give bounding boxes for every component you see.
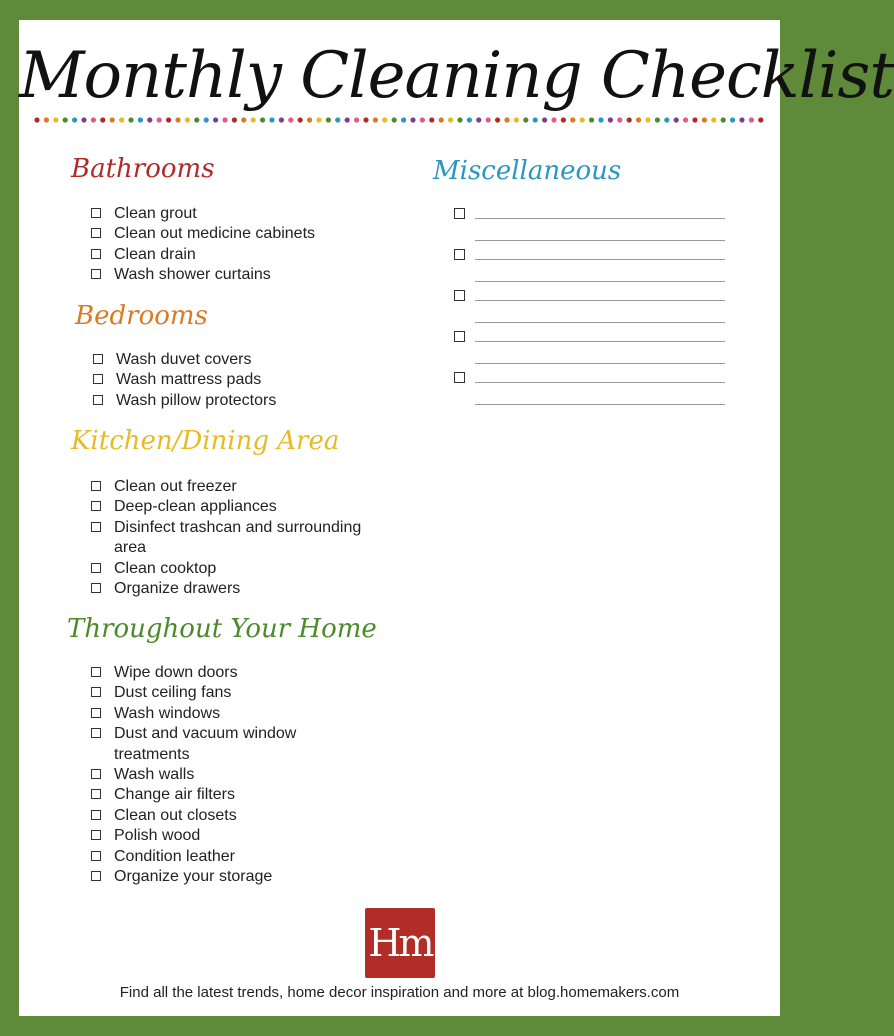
divider-dot (157, 117, 162, 122)
checkbox[interactable] (91, 769, 101, 779)
divider-dot (307, 117, 312, 122)
divider-dot (598, 117, 603, 122)
misc-entry (454, 331, 754, 371)
checkbox[interactable] (91, 583, 101, 593)
divider-dot (298, 117, 303, 122)
page-title: Monthly Cleaning Checklist (19, 39, 894, 113)
checkbox[interactable] (91, 871, 101, 881)
checklist-item (93, 391, 393, 411)
checkbox[interactable] (93, 395, 103, 405)
checkbox[interactable] (91, 501, 101, 511)
section-heading-throughout: Throughout Your Home (67, 614, 377, 644)
divider-dot (542, 117, 547, 122)
divider-dot (439, 117, 444, 122)
divider-dot (354, 117, 359, 122)
checklist-item (91, 704, 341, 724)
checkbox[interactable] (454, 372, 465, 383)
section-heading-kitchen: Kitchen/Dining Area (71, 426, 340, 456)
checklist-item (91, 785, 341, 805)
divider-dot (486, 117, 491, 122)
footer-text: Find all the latest trends, home decor inspiration and more at blog.homemakers.com (119, 984, 680, 1001)
item-label: Condition leather (114, 847, 235, 865)
checklist-item (91, 663, 341, 683)
divider-dot (100, 117, 105, 122)
divider-dot (147, 117, 152, 122)
divider-dot (476, 117, 481, 122)
divider-dot (91, 117, 96, 122)
checkbox[interactable] (91, 687, 101, 697)
divider-dot (34, 117, 39, 122)
item-label: Wash shower curtains (114, 266, 271, 284)
divider-dot (457, 117, 462, 122)
write-in-line[interactable] (475, 259, 725, 260)
misc-entry (454, 290, 754, 330)
divider-dot (495, 117, 500, 122)
divider-dot (166, 117, 171, 122)
divider-dot (514, 117, 519, 122)
divider-dot (269, 117, 274, 122)
checklist-item (91, 204, 391, 224)
item-label: Dust ceiling fans (114, 684, 232, 702)
item-label: Clean out closets (114, 806, 237, 824)
divider-dot (392, 117, 397, 122)
item-label: Wash duvet covers (116, 351, 252, 368)
divider-dot (730, 117, 735, 122)
section-heading-bedrooms: Bedrooms (75, 301, 208, 331)
write-in-line[interactable] (475, 382, 725, 383)
divider-dot (72, 117, 77, 122)
divider-dot (204, 117, 209, 122)
divider-dot (627, 117, 632, 122)
divider-dot (504, 117, 509, 122)
divider-dot (251, 117, 256, 122)
divider-dot (241, 117, 246, 122)
item-label: Change air filters (114, 786, 235, 804)
divider-dot (420, 117, 425, 122)
write-in-line[interactable] (475, 218, 725, 219)
checkbox[interactable] (454, 331, 465, 342)
checkbox[interactable] (93, 354, 103, 364)
checkbox[interactable] (91, 830, 101, 840)
divider-dot (326, 117, 331, 122)
divider-dot (373, 117, 378, 122)
checklist-item (91, 477, 381, 497)
divider-dot (655, 117, 660, 122)
divider-dot (345, 117, 350, 122)
divider-dot (110, 117, 115, 122)
divider-dot (288, 117, 293, 122)
checklist-item (91, 826, 341, 846)
checkbox[interactable] (91, 481, 101, 491)
divider-dot (213, 117, 218, 122)
divider-dot (645, 117, 650, 122)
item-label: Dust and vacuum window treatments (114, 725, 297, 763)
checkbox[interactable] (91, 249, 101, 259)
checkbox[interactable] (454, 249, 465, 260)
divider-dot (589, 117, 594, 122)
divider-dot (674, 117, 679, 122)
divider-dot (232, 117, 237, 122)
divider-dot (222, 117, 227, 122)
item-label: Organize drawers (114, 580, 241, 598)
checklist-item (91, 497, 381, 517)
divider-dot (561, 117, 566, 122)
checkbox[interactable] (91, 563, 101, 573)
write-in-line[interactable] (475, 281, 725, 282)
checkbox[interactable] (93, 374, 103, 384)
divider-dot (467, 117, 472, 122)
divider-dot (570, 117, 575, 122)
write-in-line[interactable] (475, 363, 725, 364)
divider-dot (382, 117, 387, 122)
divider-dot (363, 117, 368, 122)
checklist-item (93, 350, 393, 370)
checkbox[interactable] (454, 290, 465, 301)
divider-dot (758, 117, 763, 122)
divider-dot (44, 117, 49, 122)
checklist-item (91, 724, 341, 765)
divider-dot (523, 117, 528, 122)
item-label: Wash walls (114, 766, 195, 784)
divider-dot (692, 117, 697, 122)
divider-dot (711, 117, 716, 122)
divider-dot (683, 117, 688, 122)
divider-dot (749, 117, 754, 122)
divider-dot (185, 117, 190, 122)
divider-dot (316, 117, 321, 122)
divider-dot (448, 117, 453, 122)
divider-dot (63, 117, 68, 122)
divider-dot (429, 117, 434, 122)
checkbox[interactable] (91, 667, 101, 677)
divider-dot (260, 117, 265, 122)
divider-dot (739, 117, 744, 122)
misc-entry (454, 372, 754, 412)
divider-dot (175, 117, 180, 122)
section-heading-bathrooms: Bathrooms (71, 154, 215, 184)
divider-dot (81, 117, 86, 122)
write-in-line[interactable] (475, 240, 725, 241)
write-in-line[interactable] (475, 404, 725, 405)
divider-dot (580, 117, 585, 122)
bedrooms-list (93, 350, 393, 411)
checklist-item (91, 765, 341, 785)
divider-dot (721, 117, 726, 122)
kitchen-list (91, 477, 381, 599)
checkbox[interactable] (91, 708, 101, 718)
divider-dot (119, 117, 124, 122)
checkbox[interactable] (454, 208, 465, 219)
checklist-item (91, 265, 391, 285)
divider-dot (53, 117, 58, 122)
throughout-list (91, 663, 341, 887)
item-label: Wash windows (114, 704, 221, 722)
checklist-item (91, 579, 381, 599)
checklist-item (91, 683, 341, 703)
item-label: Deep-clean appliances (114, 498, 277, 516)
checkbox[interactable] (91, 228, 101, 238)
checkbox[interactable] (91, 851, 101, 861)
checkbox[interactable] (91, 269, 101, 279)
write-in-line[interactable] (475, 341, 725, 342)
divider-dot (401, 117, 406, 122)
checklist-item (91, 847, 341, 867)
misc-entry (454, 208, 754, 248)
dot-divider (33, 116, 768, 124)
divider-dot (664, 117, 669, 122)
checkbox[interactable] (91, 810, 101, 820)
write-in-line[interactable] (475, 300, 725, 301)
checklist-page (19, 20, 894, 1016)
checklist-item (91, 806, 341, 826)
homemakers-logo: Hm (365, 908, 435, 978)
checklist-item (91, 559, 381, 579)
divider-dot (335, 117, 340, 122)
checkbox[interactable] (91, 728, 101, 738)
divider-dot (551, 117, 556, 122)
divider-dot (533, 117, 538, 122)
divider-dot (636, 117, 641, 122)
item-label: Clean out medicine cabinets (114, 225, 316, 243)
divider-dot (702, 117, 707, 122)
write-in-line[interactable] (475, 322, 725, 323)
item-label: Clean drain (114, 245, 196, 263)
item-label: Wipe down doors (114, 664, 238, 681)
item-label: Wash pillow protectors (116, 391, 277, 409)
item-label: Clean cooktop (114, 559, 217, 577)
divider-dot (410, 117, 415, 122)
checklist-item (91, 518, 381, 559)
divider-dot (617, 117, 622, 122)
divider-dot (279, 117, 284, 122)
item-label: Clean grout (114, 205, 197, 222)
bathrooms-list (91, 204, 391, 286)
divider-dot (138, 117, 143, 122)
divider-dot (608, 117, 613, 122)
item-label: Polish wood (114, 827, 201, 845)
section-heading-misc: Miscellaneous (433, 156, 622, 186)
checklist-item (91, 224, 391, 244)
item-label: Disinfect trashcan and surrounding area (114, 518, 362, 557)
checklist-item (91, 867, 341, 887)
item-label: Clean out freezer (114, 478, 237, 495)
checklist-item (91, 245, 391, 265)
checkbox[interactable] (91, 522, 101, 532)
checklist-item (93, 370, 393, 390)
divider-dot (128, 117, 133, 122)
checkbox[interactable] (91, 208, 101, 218)
item-label: Wash mattress pads (116, 371, 262, 389)
checkbox[interactable] (91, 789, 101, 799)
divider-dot (194, 117, 199, 122)
misc-entry (454, 249, 754, 289)
item-label: Organize your storage (114, 868, 273, 886)
